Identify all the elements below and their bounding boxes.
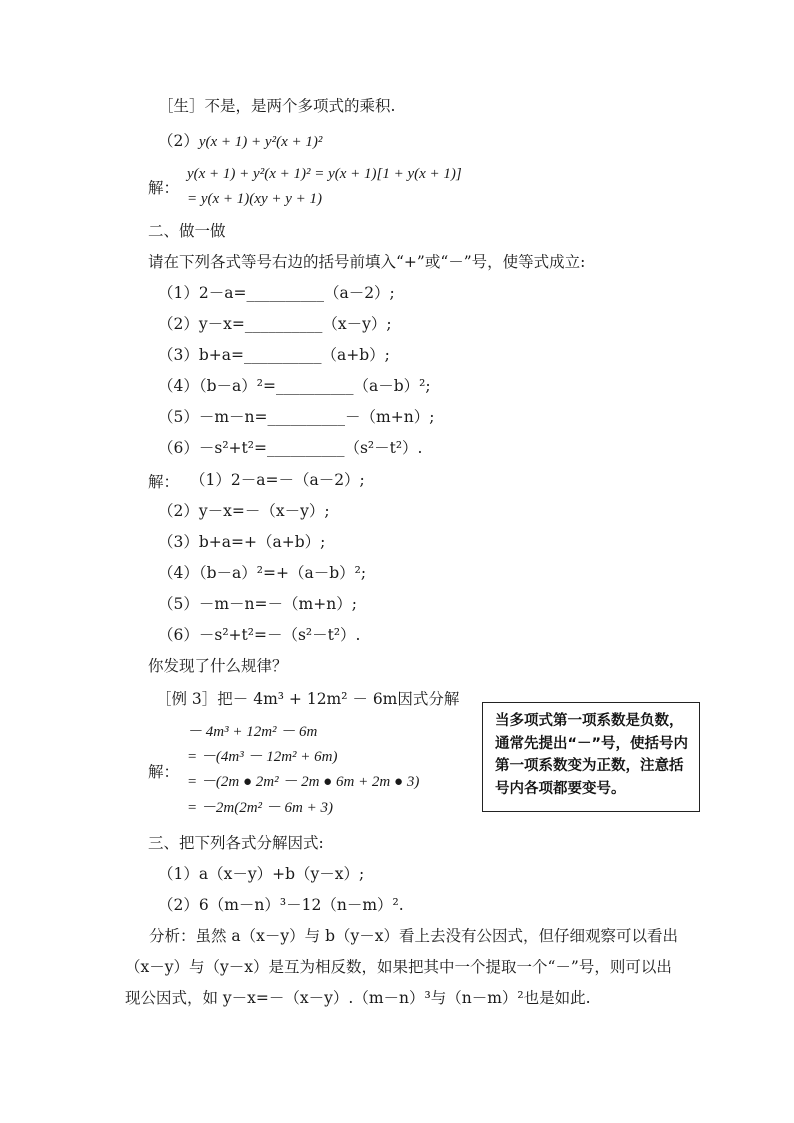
answer-item: （3）b+a=+（a+b）;	[158, 533, 326, 551]
exercise-item: （4）（b－a）²=__________（a－b）²;	[158, 377, 431, 395]
solution-step: = －2m(2m² － 6m + 3)	[187, 800, 333, 816]
solution-step: = －(4m³ － 12m² + 6m)	[187, 749, 338, 765]
solution-label: 解：	[148, 473, 180, 491]
solution-line: y(x + 1) + y²(x + 1)² = y(x + 1)[1 + y(x + 1)]	[187, 166, 462, 182]
solution-label: 解：	[148, 179, 180, 197]
intro-line: ［生］不是，是两个多项式的乘积.	[158, 97, 396, 115]
exercise-item: （6）－s²+t²=__________（s²－t²）.	[158, 439, 423, 457]
solution-label: 解：	[148, 763, 180, 781]
section-2-title: 二、做一做	[148, 222, 226, 240]
solution-line: = y(x + 1)(xy + y + 1)	[187, 191, 323, 207]
question: 你发现了什么规律？	[148, 657, 288, 675]
exercise-item: （2）6（m－n）³－12（n－m）².	[158, 896, 404, 914]
section-3-title: 三、把下列各式分解因式:	[148, 834, 324, 852]
solution-step: = －(2m ● 2m² － 2m ● 6m + 2m ● 3)	[187, 774, 420, 790]
solution-step: － 4m³ + 12m² － 6m	[187, 724, 318, 740]
section-2-instruction: 请在下列各式等号右边的括号前填入“+”或“－”号，使等式成立:	[148, 253, 586, 271]
exercise-item: （2）y－x=__________（x－y）;	[158, 315, 392, 333]
example-2-problem	[158, 131, 322, 152]
answer-item: （6）－s²+t²=－（s²－t²）.	[158, 626, 361, 644]
math-expression: y(x + 1) + y²(x + 1)²	[198, 134, 323, 150]
answer-item: （4）（b－a）²=+（a－b）²;	[158, 564, 367, 582]
exercise-item: （1）2－a=__________（a－2）;	[158, 284, 395, 302]
exercise-item: （3）b+a=__________（a+b）;	[158, 346, 390, 364]
item-label: （2）	[158, 132, 199, 150]
answer-item: （5）－m－n=－（m+n）;	[158, 595, 357, 613]
tip-box: 当多项式第一项系数是负数，通常先提出“－”号，使括号内第一项系数变为正数，注意括号内各项都要变号。	[482, 702, 700, 812]
exercise-item: （5）－m－n=__________－（m+n）;	[158, 408, 435, 426]
exercise-item: （1）a（x－y）+b（y－x）;	[158, 865, 365, 883]
example-3-title: ［例 3］把－ 4m³ + 12m² － 6m因式分解	[156, 690, 460, 708]
analysis-paragraph: 分析：虽然 a（x－y）与 b（y－x）看上去没有公因式，但仔细观察可以看出（x－y）与（y－x）是互为相反数，如果把其中一个提取一个“－”号，则可以出现公因式，如 y－x=－（x－y）.（m－n）³与（n－m）²也是如此.	[125, 927, 679, 1007]
answer-item: （2）y－x=－（x－y）;	[158, 502, 330, 520]
answer-item: （1）2－a=－（a－2）;	[190, 471, 365, 489]
